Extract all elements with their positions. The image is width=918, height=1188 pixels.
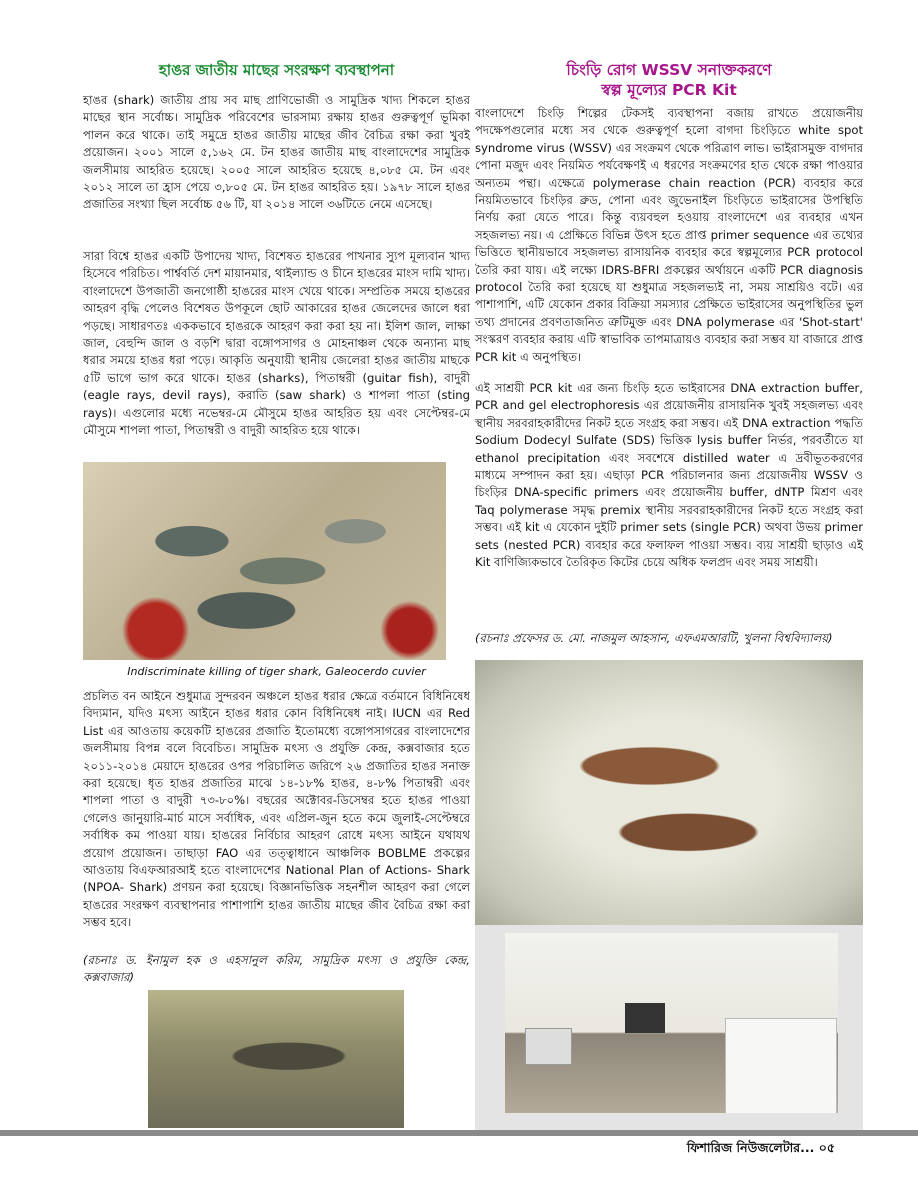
- shark-paragraph-2: সারা বিশ্বে হাঙর একটি উপাদেয় খাদ্য, বিশেষত হাঙরের পাখনার স্যুপ মূল্যবান খাদ্য হিসেবে পরিচিত। পার্শ্ববর্তি দেশ মায়ানমার, থাইল্যান্ড ও চীনে হাঙরের মাংস দামি খাদ্য। বাংলাদেশে উপজাতী জনগোষ্ঠী হাঙরের মাংস খেয়ে থাকে। সম্প্রতিক সময়ে হাঙরের আহরণ বৃদ্ধি পেলেও বিশেষত উপকূলে ছোট আকারের হাঙর জেলেদের জালে ধরা পড়ছে। সাধারণতঃ এককভাবে হাঙরকে আহরণ করা করা হয় না। ইলিশ জাল, লাক্ষা জাল, বেহুন্দি জাল ও বড়শি দ্বারা বঙ্গোপসাগর ও মোহনাঞ্চল থেকে অন্যান্য মাছ ধরার সময়ে হাঙর ধরা পড়ে। আকৃতি অনুযায়ী স্থানীয় জেলেরা হাঙর জাতীয় মাছকে ৫টি ভাগে ভাগ করে থাকে। হাঙর (sharks), পিতাম্বরী (guitar fish), বাদুরী (eagle rays, devil rays), করাতি (saw shark) ও শাপলা পাতা (sting rays)। এগুলোর মধ্যে নভেম্বর-মে মৌসুমে হাঙর আহরিত হয় এবং সেপ্টেম্বর-মে মৌসুমে শাপলা পাতা, পিতাম্বরী ও বাদুরী আহরিত হয়ে থাকে।: [83, 249, 470, 438]
- shark-paragraph-1: হাঙর (shark) জাতীয় প্রায় সব মাছ প্রাণিভোজী ও সামুদ্রিক খাদ্য শিকলে হাঙর মাছের স্থান সর্বোচ্চ। সামুদ্রিক পরিবেশের ভারসাম্য রক্ষায় হাঙর গুরুত্বপূর্ণ ভূমিকা পালন করে থাকে। তাই সমুদ্রে হাঙর জাতীয় মাছের জীব বৈচিত্র রক্ষা করা খুবই প্রয়োজন। ২০০১ সালে ৫,১৬২ মে. টন হাঙর জাতীয় মাছ বাংলাদেশের সামুদ্রিক জলসীমায় আহরিত হয়েছে। ২০০৫ সালে আহরিত হয়েছে ৪,০৮৫ মে. টন এবং ২০১২ সালে তা হ্রাস পেয়ে ৩,৮০৫ মে. টন হাঙর আহরিত হয়। ১৯৭৮ সালে হাঙর প্রজাতির সংখ্যা ছিল সর্বোচ্চ ৫৬ টি, যা ২০১৪ সালে ৩৬টিতে নেমে এসেছে।: [83, 93, 470, 212]
- wssv-title-line-2: স্বল্প মূল্যের PCR Kit: [601, 81, 737, 99]
- shark-article-credit: (রচনাঃ ড. ইনামুল হক ও এহসানুল করিম, সামুদ্রিক মৎস্য ও প্রযুক্তি কেন্দ্র, কক্সবাজার): [83, 953, 470, 985]
- tiger-shark-photo: [83, 462, 446, 660]
- whale-shark-photo: [148, 990, 404, 1128]
- lab-photo: [505, 933, 838, 1113]
- wssv-title-line-1: চিংড়ি রোগ WSSV সনাক্তকরণে: [566, 61, 772, 79]
- wssv-article-title: [475, 60, 863, 100]
- shark-paragraph-3: প্রচলিত বন আইনে শুধুমাত্র সুন্দরবন অঞ্চলে হাঙর ধরার ক্ষেত্রে বর্তমানে বিধিনিষেধ বিদ্যমান, যদিও মৎস্য আইনে হাঙর ধরার কোন বিধিনিষেধ নাই। IUCN এর Red List এর আওতায় কয়েকটি হাঙরের প্রজাতি ইতোমধ্যে বঙ্গোপসাগরের বাংলাদেশের জলসীমায় বিপন্ন বলে বিবেচিত। সামুদ্রিক মৎস্য ও প্রযুক্তি কেন্দ্র, কক্সবাজার হতে ২০১১-২০১৪ মেয়াদে হাঙরের ওপর পরিচালিত জরিপে ২৬ প্রজাতির হাঙর সনাক্ত করা হয়েছে। ধৃত হাঙর প্রজাতির মাঝে ১৪-১৮% হাঙর, ৪-৮% পিতাম্বরী এবং শাপলা পাতা ও বাদুরী ৭৩-৮০%। বছরের অক্টোবর-ডিসেম্বর হতে হাঙর পাওয়া গেলেও জানুয়ারি-মার্চ মাসে সর্বাধিক, এবং এপ্রিল-জুন হতে কমে জুলাই-সেপ্টেম্বরে সর্বাধিক কম পাওয়া যায়। হাঙরের নির্বিচার আহরণ রোধে মৎস্য আইনে যথাযথ প্রয়োগ প্রয়োজন। তাছাড়া FAO এর তত্ত্বাধানে আঞ্চলিক BOBLME প্রকল্পের আওতায় বিএফআরআই হতে বাংলাদেশের National Plan of Actions- Shark (NPOA- Shark) প্রণয়ন করা হয়েছে। বিজ্ঞানভিত্তিক সহনশীল আহরণ করা গেলে হাঙরের সংরক্ষণ ব্যবস্থাপনার পাশাপাশি হাঙর জাতীয় মাছের জীব বৈচিত্র রক্ষা করা সম্ভব হবে।: [83, 689, 470, 930]
- wssv-paragraph-2: এই সাশ্রয়ী PCR kit এর জন্য চিংড়ি হতে ভাইরাসের DNA extraction buffer, PCR and gel electrophoresis এর প্রয়োজনীয় রাসায়নিক খুবই সহজলভ্য এবং স্থানীয় সরবরাহকারীদের নিকট হতে সংগ্রহ করা সম্ভব। এই DNA extraction পদ্ধতি Sodium Dodecyl Sulfate (SDS) ভিত্তিক lysis buffer নির্ভর, পরবর্তীতে যা ethanol precipitation এবং সবশেষে distilled water এ দ্রবীভূতকরণের মাধ্যমে সম্পাদন করা হয়। এছাড়া PCR পরিচালনার জন্য প্রয়োজনীয় WSSV ও চিংড়ির DNA-specific primers এবং প্রয়োজনীয় buffer, dNTP মিশ্রণ এবং Taq polymerase সমৃদ্ধ premix স্থানীয় সরবরাহকারীদের নিকট হতে সংগ্রহ করা সম্ভব। এই kit এ যেকোন দুইটি primer sets (single PCR) অথবা উভয় primer sets (nested PCR) ব্যবহার করে ফলাফল পাওয়া সম্ভব। ব্যয় সাশ্রয়ী ছাড়াও এই Kit বাণিজ্যিকভাবে তৈরিকৃত কিটের চেয়ে অধিক ফলপ্রদ এবং সময় সাশ্রয়ী।: [475, 381, 863, 570]
- lab-inset-photo: [725, 1018, 837, 1113]
- wssv-article-credit: (রচনাঃ প্রফেসর ড. মো. নাজমুল আহসান, এফএমআরটি, খুলনা বিশ্ববিদ্যালয়): [475, 631, 833, 645]
- lab-equipment: [525, 1028, 572, 1065]
- shrimp-photo: [475, 660, 863, 925]
- computer-monitor: [625, 1003, 665, 1033]
- tiger-shark-caption: Indiscriminate killing of tiger shark, Galeocerdo cuvier: [127, 665, 426, 678]
- footer-page-label: ফিশারিজ নিউজলেটার... ০৫: [686, 1140, 835, 1155]
- lab-photo-frame: [475, 925, 863, 1130]
- footer-rule: [0, 1130, 918, 1136]
- shark-article-title: হাঙর জাতীয় মাছের সংরক্ষণ ব্যবস্থাপনা: [158, 61, 395, 79]
- wssv-paragraph-1: বাংলাদেশে চিংড়ি শিল্পের টেকসই ব্যবস্থাপনা বজায় রাখতে প্রয়োজনীয় পদক্ষেপগুলোর মধ্যে সব থেকে গুরুত্বপূর্ণ হলো বাগদা চিংড়িতে white spot syndrome virus (WSSV) এর সংক্রমণ থেকে পরিত্রাণ লাভ। ভাইরাসমুক্ত বাগদার পোনা মজুদ এবং নিয়মিত পর্যবেক্ষণই এ ধরণের সংক্রমণের হাত থেকে রক্ষা পাওয়ার অন্যতম পন্থা। এক্ষেত্রে polymerase chain reaction (PCR) ব্যবহার করে নিয়মিতভাবে চিংড়ির ব্রুড, পোনা এবং জুভেনাইল চিংড়িতে ভাইরাসের উপস্থিতি নির্ণয় করা যেতে পারে। কিন্তু ব্যয়বহুল হওয়ায় বাংলাদেশে এর ব্যবহার এখন সহজলভ্য নয়। এ প্রেক্ষিতে বিভিন্ন উৎস হতে প্রাপ্ত primer sequence এর তথ্যের ভিত্তিতে স্থানীয়ভাবে সহজলভ্য রাসায়নিক ব্যবহার করে স্বল্পমূল্যের PCR protocol তৈরি করা যায়। এই লক্ষ্যে IDRS-BFRI প্রকল্পের অর্থায়নে একটি PCR diagnosis protocol তৈরি করা হয়েছে যা শুধুমাত্র সহজলভ্যই না, সময় সাশ্রয়িও বটে। এর পাশাপাশি, এটি যেকোন প্রকার বিক্রিয়া সমস্যার প্রেক্ষিতে ভাইরাসের অনুপস্থিতির ভুল তথ্য প্রদানের প্রবণতাজনিত ত্রুটিমুক্ত এবং DNA polymerase এর 'Shot-start' সংস্করণ ব্যবহার করায় এটি স্বাভাবিক তাপমাত্রায়ও ব্যবহার করা সম্ভব যা বাজারে প্রাপ্ত PCR kit এ অনুপস্থিত।: [475, 106, 863, 364]
